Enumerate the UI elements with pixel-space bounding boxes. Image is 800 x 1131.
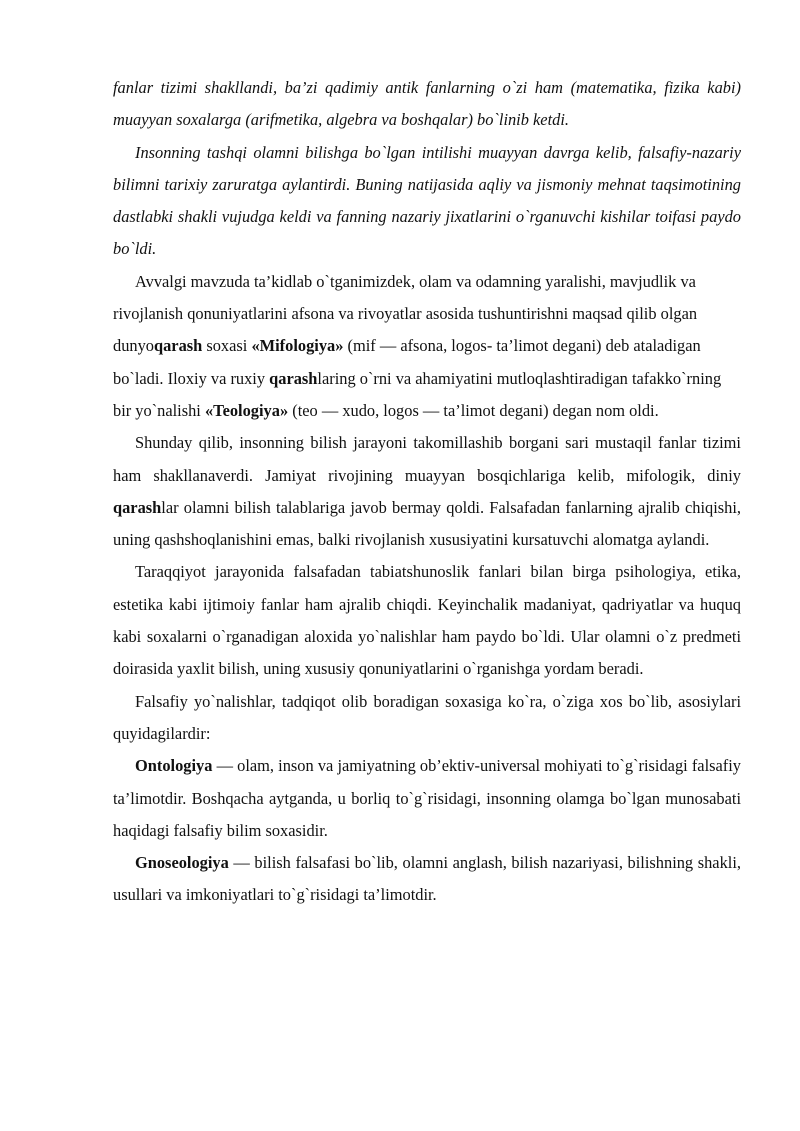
text-run: lar olamni bilish talablariga javob bermay qoldi. Falsafadan fanlarning ajralib chiqishi, uning qashshoqlanishini emas, balki rivojlanish xususiyatini kursatuvchi alomatga aylandi. bbox=[113, 497, 741, 550]
paragraph-2 bbox=[113, 137, 741, 266]
bold-term: qarash bbox=[269, 368, 318, 388]
text-run: Shunday qilib, insonning bilish jarayoni takomillashib borgani sari mustaqil fanlar tizimi ham shakllanaverdi. Jamiyat rivojining muayyan bosqichlariga kelib, mifologik, diniy bbox=[113, 433, 741, 485]
bold-term-ontologiya: Ontologiya bbox=[135, 756, 213, 776]
paragraph-taraqqiyot-text: Taraqqiyot jarayonida falsafadan tabiatshunoslik fanlari bilan birga psihologiya, etika, estetika kabi ijtimoiy fanlar ham ajralib chiqdi. Keyinchalik madaniyat, qadriyatlar va huquq kabi soxalarni o`rganadigan aloxida yo`nalishlar ham paydo bo`ldi. Ular olamni o`z predmeti doirasida yaxlit bilish, uning xususiy qonuniyatlarini o`rganishga yordam beradi. bbox=[113, 562, 741, 679]
bold-term-teologiya: «Teologiya» bbox=[204, 400, 289, 420]
paragraph-mifologiya bbox=[113, 266, 741, 427]
text-run: — bilish falsafasi bo`lib, olamni anglash, bilish nazariyasi, bilishning shakli, usullari va imkoniyatlari to`g`risidagi ta’limotdir. bbox=[113, 853, 741, 905]
bold-term: qarash bbox=[153, 336, 203, 356]
paragraph-1 bbox=[113, 72, 741, 137]
text-run: (mif — afsona, logos- ta’limot degani) deb ataladigan bo`ladi. Iloxiy va ruxiy bbox=[113, 336, 701, 388]
text-run: laring o`rni va ahamiyatini mutloqlashtiradigan tafakko`rning bir yo`nalishi bbox=[113, 368, 722, 420]
bold-term-mifologiya: «Mifologiya» bbox=[251, 336, 344, 356]
paragraph-gnoseologiya bbox=[113, 847, 741, 912]
text-run: — olam, inson va jamiyatning ob’ektiv-universal mohiyati to`g`risidagi falsafiy ta’limotdir. Boshqacha aytganda, u borliq to`g`risidagi, insonning olamga bo`lgan munosabati haqidagi falsafiy bilim soxasidir. bbox=[113, 756, 741, 840]
paragraph-2-text: Insonning tashqi olamni bilishga bo`lgan intilishi muayyan davrga kelib, falsafiy-nazariy bilimni tarixiy zaruratga aylantirdi. Buning natijasida aqliy va jismoniy mehnat taqsimotining dastlabki shakli vujudga keldi va fanning nazariy jixatlarini o`rganuvchi kishilar toifasi paydo bo`ldi. bbox=[113, 142, 741, 259]
paragraph-ontologiya bbox=[113, 750, 741, 847]
text-run: Avvalgi mavzuda ta’kidlab o`tganimizdek, olam va odamning yaralishi, mavjudlik va rivojlanish qonuniyatlarini afsona va rivoyatlar asosida tushuntirishni maqsad qilib olgan dunyo bbox=[113, 271, 698, 356]
bold-term: qarash bbox=[113, 497, 162, 517]
paragraph-fanlar-tizimi bbox=[113, 427, 741, 556]
bold-term-gnoseologiya: Gnoseologiya bbox=[135, 853, 229, 873]
paragraph-yonalishlar bbox=[113, 686, 741, 751]
paragraph-yonalishlar-text: Falsafiy yo`nalishlar, tadqiqot olib boradigan soxasiga ko`ra, o`ziga xos bo`lib, asosiylari quyidagilardir: bbox=[113, 691, 741, 743]
paragraph-1-text: fanlar tizimi shakllandi, ba’zi qadimiy antik fanlarning o`zi ham (matematika, fizika kabi) muayyan soxalarga (arifmetika, algebra va boshqalar) bo`linib ketdi. bbox=[113, 78, 741, 130]
text-run: (teo — xudo, logos — ta’limot degani) degan nom oldi. bbox=[288, 400, 659, 420]
text-run: soxasi bbox=[202, 336, 252, 356]
paragraph-taraqqiyot bbox=[113, 556, 741, 685]
document-page bbox=[113, 72, 741, 912]
